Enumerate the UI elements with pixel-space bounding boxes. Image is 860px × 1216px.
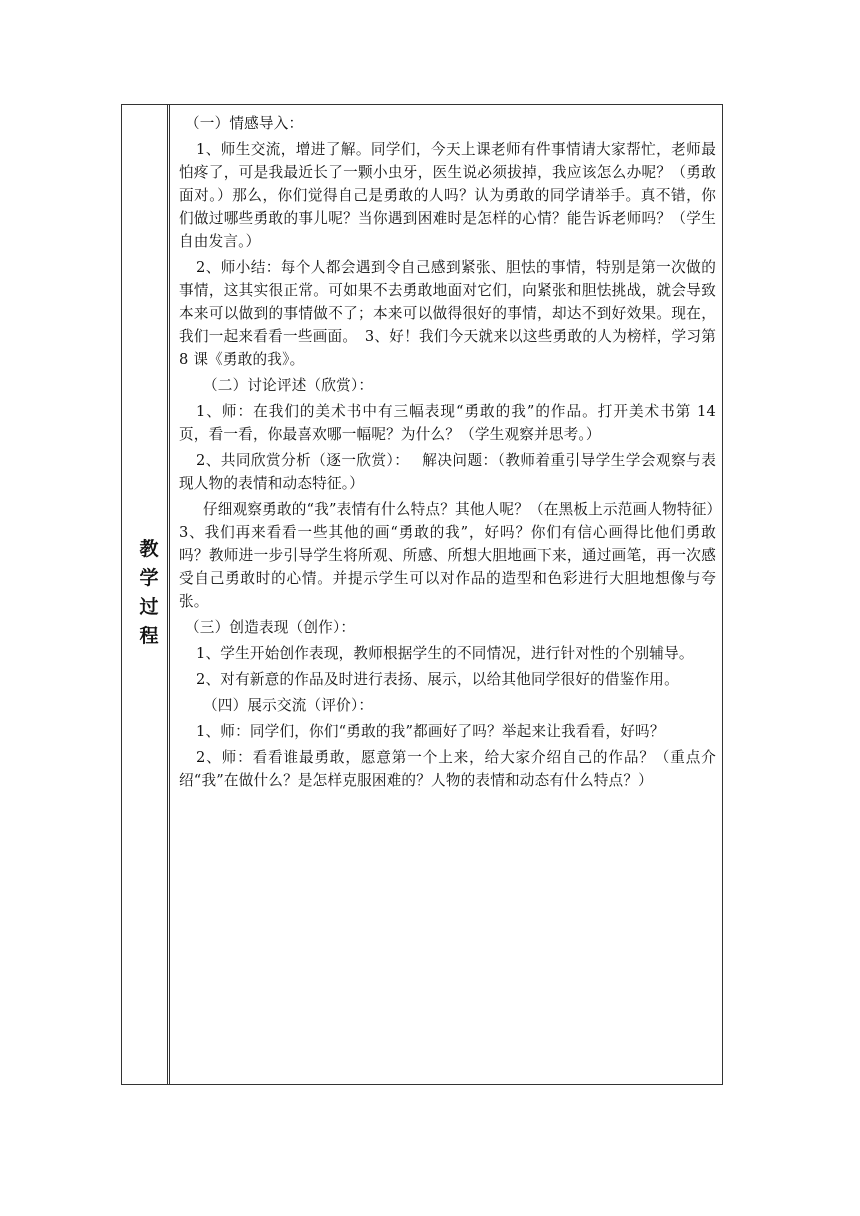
- paragraph: 2、师小结：每个人都会遇到令自己感到紧张、胆怯的事情，特别是第一次做的事情，这其实很正常。可如果不去勇敢地面对它们，向紧张和胆怯挑战，就会导致本来可以做到的事情做不了；本来可以做得很好的事情，却达不到好效果。现在，我们一起来看看一些画面。 3、好！我们今天就来以这些勇敢的人为榜样，学习第 8 课《勇敢的我》。: [179, 259, 716, 368]
- label-cell: [122, 105, 170, 1084]
- paragraph: 1、学生开始创作表现，教师根据学生的不同情况，进行针对性的个别辅导。: [196, 645, 694, 662]
- label-char: 过: [139, 596, 159, 618]
- section-label: [134, 535, 164, 651]
- paragraph: 仔细观察勇敢的“我”表情有什么特点？其他人呢？（在黑板上示范画人物特征）: [203, 501, 722, 518]
- paragraph: 2、对有新意的作品及时进行表扬、展示，以给其他同学很好的借鉴作用。: [196, 671, 679, 688]
- section-heading-3: （三）创造表现（创作）：: [185, 619, 356, 636]
- section-heading-4: （四）展示交流（评价）：: [203, 697, 374, 714]
- lesson-table: [121, 104, 723, 1085]
- label-char: 学: [139, 567, 159, 589]
- label-char: 程: [139, 625, 159, 647]
- content-cell: [170, 105, 722, 1084]
- paragraph: 2、师：看看谁最勇敢，愿意第一个上来，给大家介绍自己的作品？（重点介绍“我”在做什么？是怎样克服困难的？人物的表情和动态有什么特点？）: [179, 749, 716, 789]
- paragraph: 3、我们再来看看一些其他的画“勇敢的我”，好吗？你们有信心画得比他们勇敢吗？教师进一步引导学生将所观、所感、所想大胆地画下来，通过画笔，再一次感受自己勇敢时的心情。并提示学生可以对作品的造型和色彩进行大胆地想像与夸张。: [179, 524, 716, 610]
- paragraph: 1、师：同学们，你们“勇敢的我”都画好了吗？举起来让我看看，好吗？: [196, 723, 665, 740]
- label-char: 教: [139, 538, 159, 560]
- section-heading-1: （一）情感导入：: [185, 115, 304, 132]
- paragraph: 1、师：在我们的美术书中有三幅表现“勇敢的我”的作品。打开美术书第 14 页，看一看，你最喜欢哪一幅呢？为什么？（学生观察并思考。）: [179, 403, 716, 443]
- section-heading-2: （二）讨论评述（欣赏）：: [203, 377, 374, 394]
- paragraph: 1、师生交流，增进了解。同学们，今天上课老师有件事情请大家帮忙，老师最怕疼了，可是我最近长了一颗小虫牙，医生说必须拔掉，我应该怎么办呢？（勇敢面对。）那么，你们觉得自己是勇敢的人吗？认为勇敢的同学请举手。真不错，你们做过哪些勇敢的事儿呢？当你遇到困难时是怎样的心情？能告诉老师吗？（学生自由发言。）: [179, 141, 716, 250]
- paragraph: 2、共同欣赏分析（逐一欣赏）： 解决问题：（教师着重引导学生学会观察与表现人物的表情和动态特征。）: [179, 452, 716, 492]
